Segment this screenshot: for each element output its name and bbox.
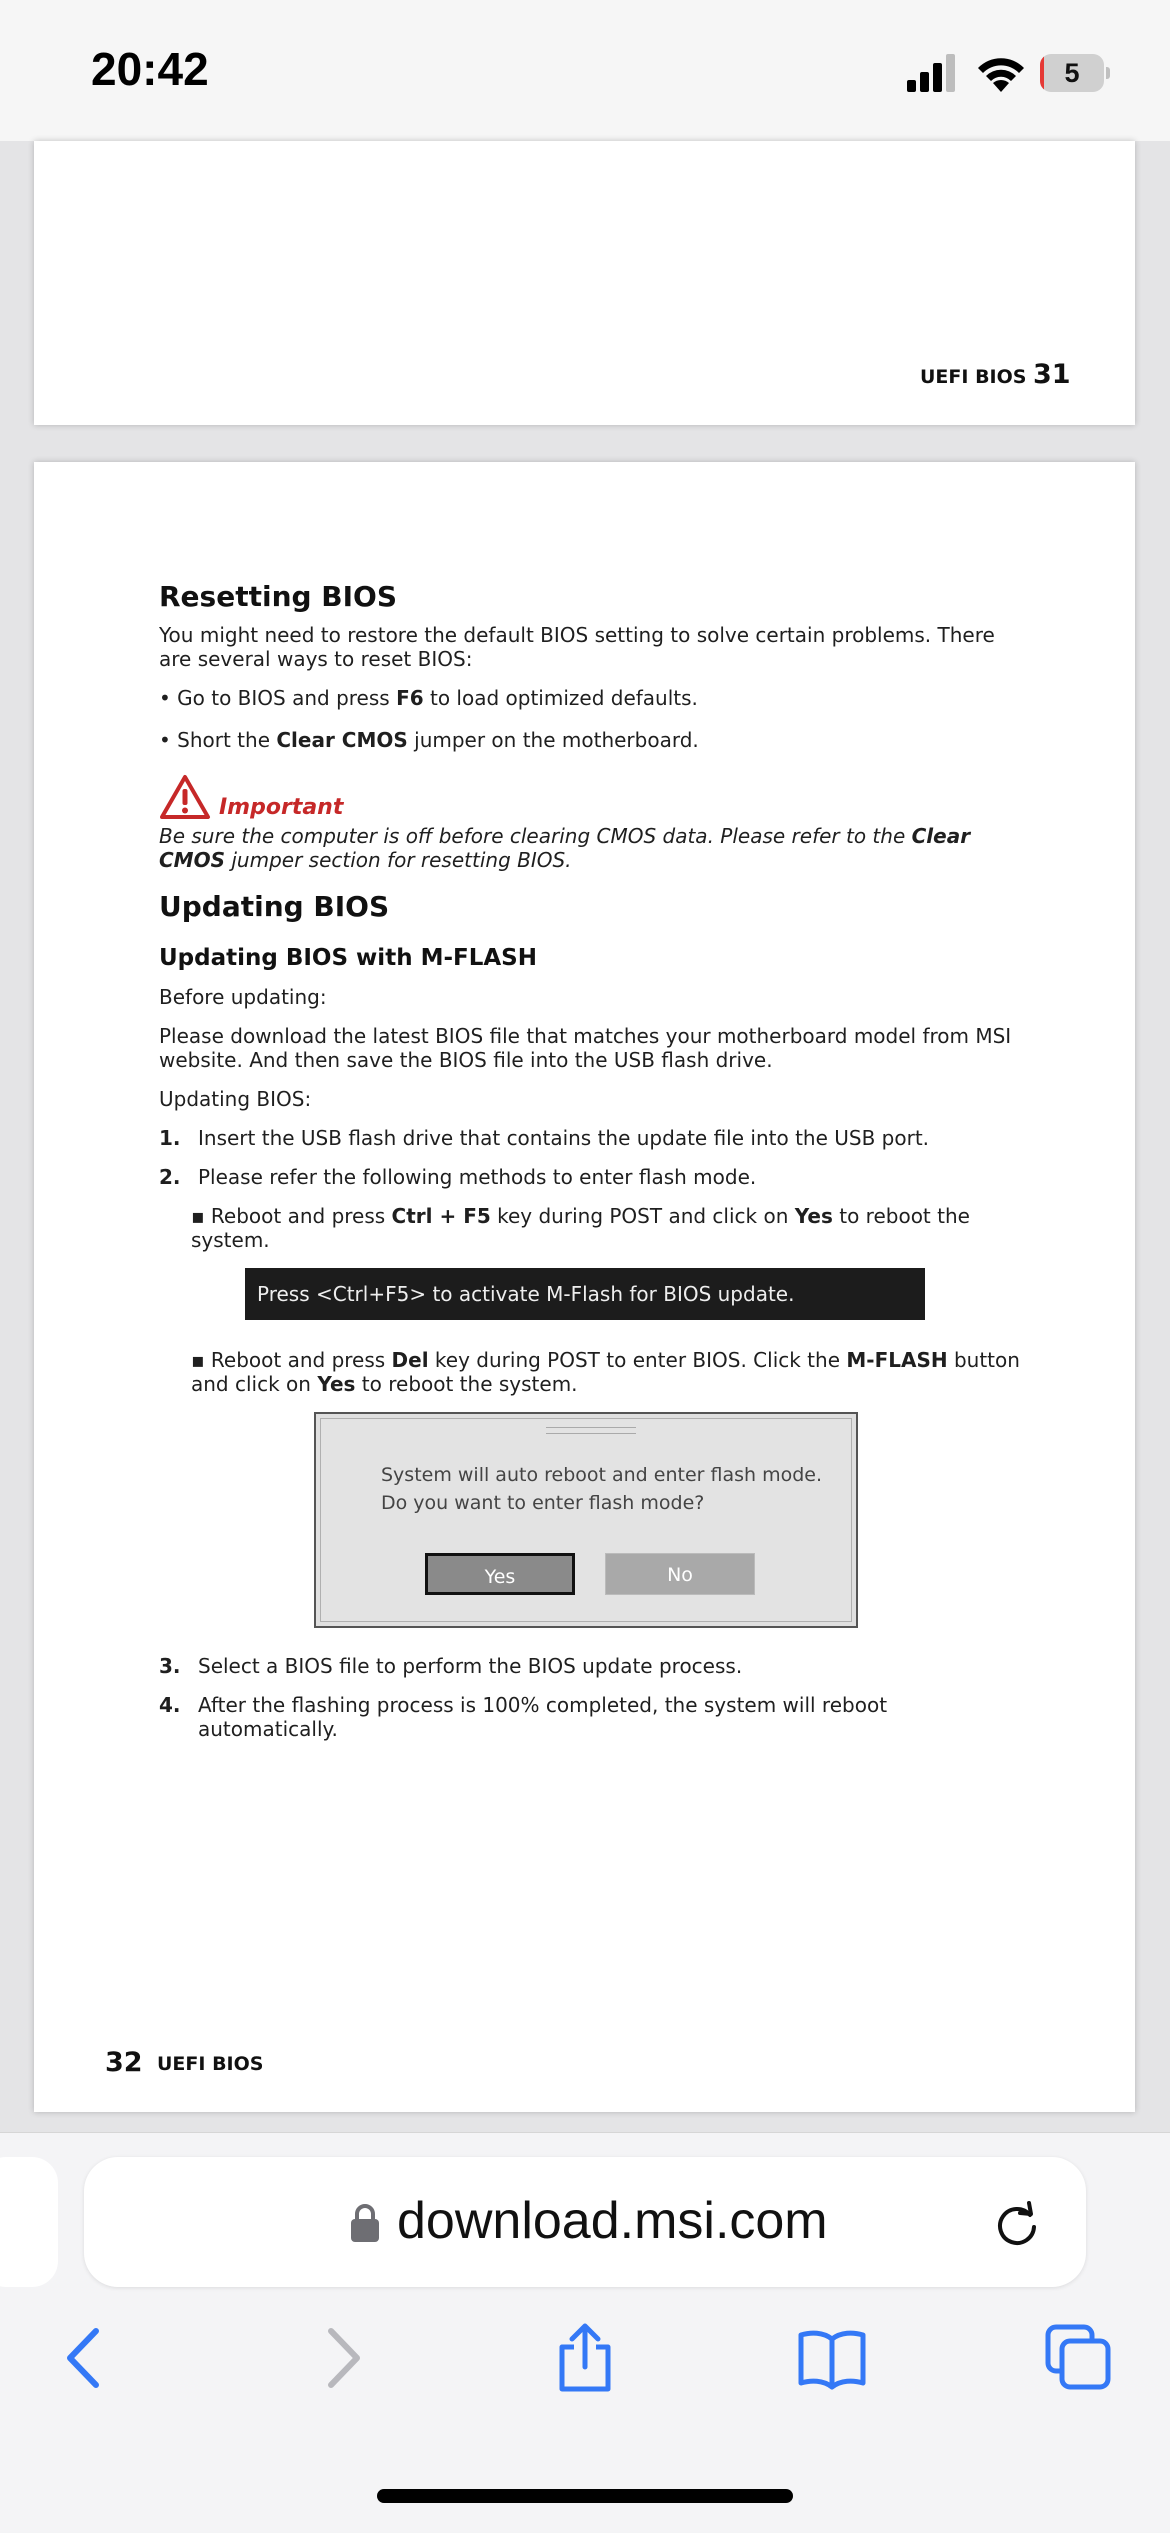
forward-icon[interactable] xyxy=(305,2323,375,2393)
list-item: 2. Please refer the following methods to enter flash mode. xyxy=(159,1165,757,1189)
status-time: 20:42 xyxy=(91,43,209,95)
signal-icon xyxy=(907,52,957,92)
list-item: • Short the Clear CMOS jumper on the motherboard. xyxy=(159,728,699,752)
back-icon[interactable] xyxy=(52,2323,122,2393)
wifi-icon xyxy=(975,50,1027,92)
warning-icon xyxy=(159,774,211,820)
page-footer-label: UEFI BIOS xyxy=(157,2053,264,2075)
bookmarks-icon[interactable] xyxy=(797,2323,867,2393)
important-text: Be sure the computer is off before clearing CMOS data. Please refer to the Clear CMOS jumper section for resetting BIOS. xyxy=(159,824,971,872)
list-item: 1. Insert the USB flash drive that contains the update file into the USB port. xyxy=(159,1126,930,1150)
method-del-key: ▪ Reboot and press Del key during POST to enter BIOS. Click the M-FLASH button and click on Yes to reboot the system. xyxy=(191,1348,1020,1396)
dialog-message: System will auto reboot and enter flash mode. Do you want to enter flash mode? xyxy=(381,1464,823,1514)
battery-icon xyxy=(1040,54,1110,92)
list-item: 4. After the flashing process is 100% completed, the system will reboot automatically. xyxy=(159,1693,888,1741)
post-screen-image: Press <Ctrl+F5> to activate M-Flash for BIOS update. xyxy=(245,1268,925,1320)
download-instructions: Please download the latest BIOS file that matches your motherboard model from MSI website. And then save the BIOS file into the USB flash drive. xyxy=(159,1024,1012,1072)
pdf-page-previous xyxy=(34,141,1135,425)
page-header-label: UEFI BIOS xyxy=(920,366,1027,388)
updating-bios-label: Updating BIOS: xyxy=(159,1087,312,1111)
method-ctrl-f5: ▪ Reboot and press Ctrl + F5 key during POST and click on Yes to reboot the system. xyxy=(191,1204,970,1252)
flash-mode-dialog-image xyxy=(314,1412,858,1628)
list-item: 3. Select a BIOS file to perform the BIOS update process. xyxy=(159,1654,743,1678)
status-bar xyxy=(0,0,1170,141)
share-icon[interactable] xyxy=(550,2323,620,2393)
before-updating-label: Before updating: xyxy=(159,985,327,1009)
previous-tab-preview[interactable] xyxy=(0,2157,58,2287)
resetting-intro: You might need to restore the default BIOS setting to solve certain problems. There are several ways to reset BIOS: xyxy=(159,623,995,671)
tabs-icon[interactable] xyxy=(1044,2323,1114,2393)
page-number: 32 xyxy=(105,2047,143,2078)
browser-toolbar xyxy=(0,2132,1170,2533)
subheading-mflash: Updating BIOS with M-FLASH xyxy=(159,945,537,971)
lock-icon xyxy=(350,2203,380,2243)
url-text: download.msi.com xyxy=(397,2192,828,2250)
page-content xyxy=(159,580,1029,1756)
section-heading-updating: Updating BIOS xyxy=(159,890,390,923)
list-item: • Go to BIOS and press F6 to load optimized defaults. xyxy=(159,686,698,710)
important-label: Important xyxy=(219,795,344,820)
battery-level: 5 xyxy=(1064,58,1080,88)
pdf-page-current xyxy=(34,462,1135,2112)
home-indicator[interactable] xyxy=(377,2489,793,2503)
dialog-yes-button: Yes xyxy=(425,1553,575,1595)
page-number: 31 xyxy=(1033,359,1071,390)
dialog-no-button: No xyxy=(605,1553,755,1595)
address-bar[interactable] xyxy=(84,2157,1086,2287)
important-note xyxy=(159,774,1029,820)
reload-icon[interactable] xyxy=(992,2199,1042,2249)
section-heading-resetting: Resetting BIOS xyxy=(159,580,398,613)
